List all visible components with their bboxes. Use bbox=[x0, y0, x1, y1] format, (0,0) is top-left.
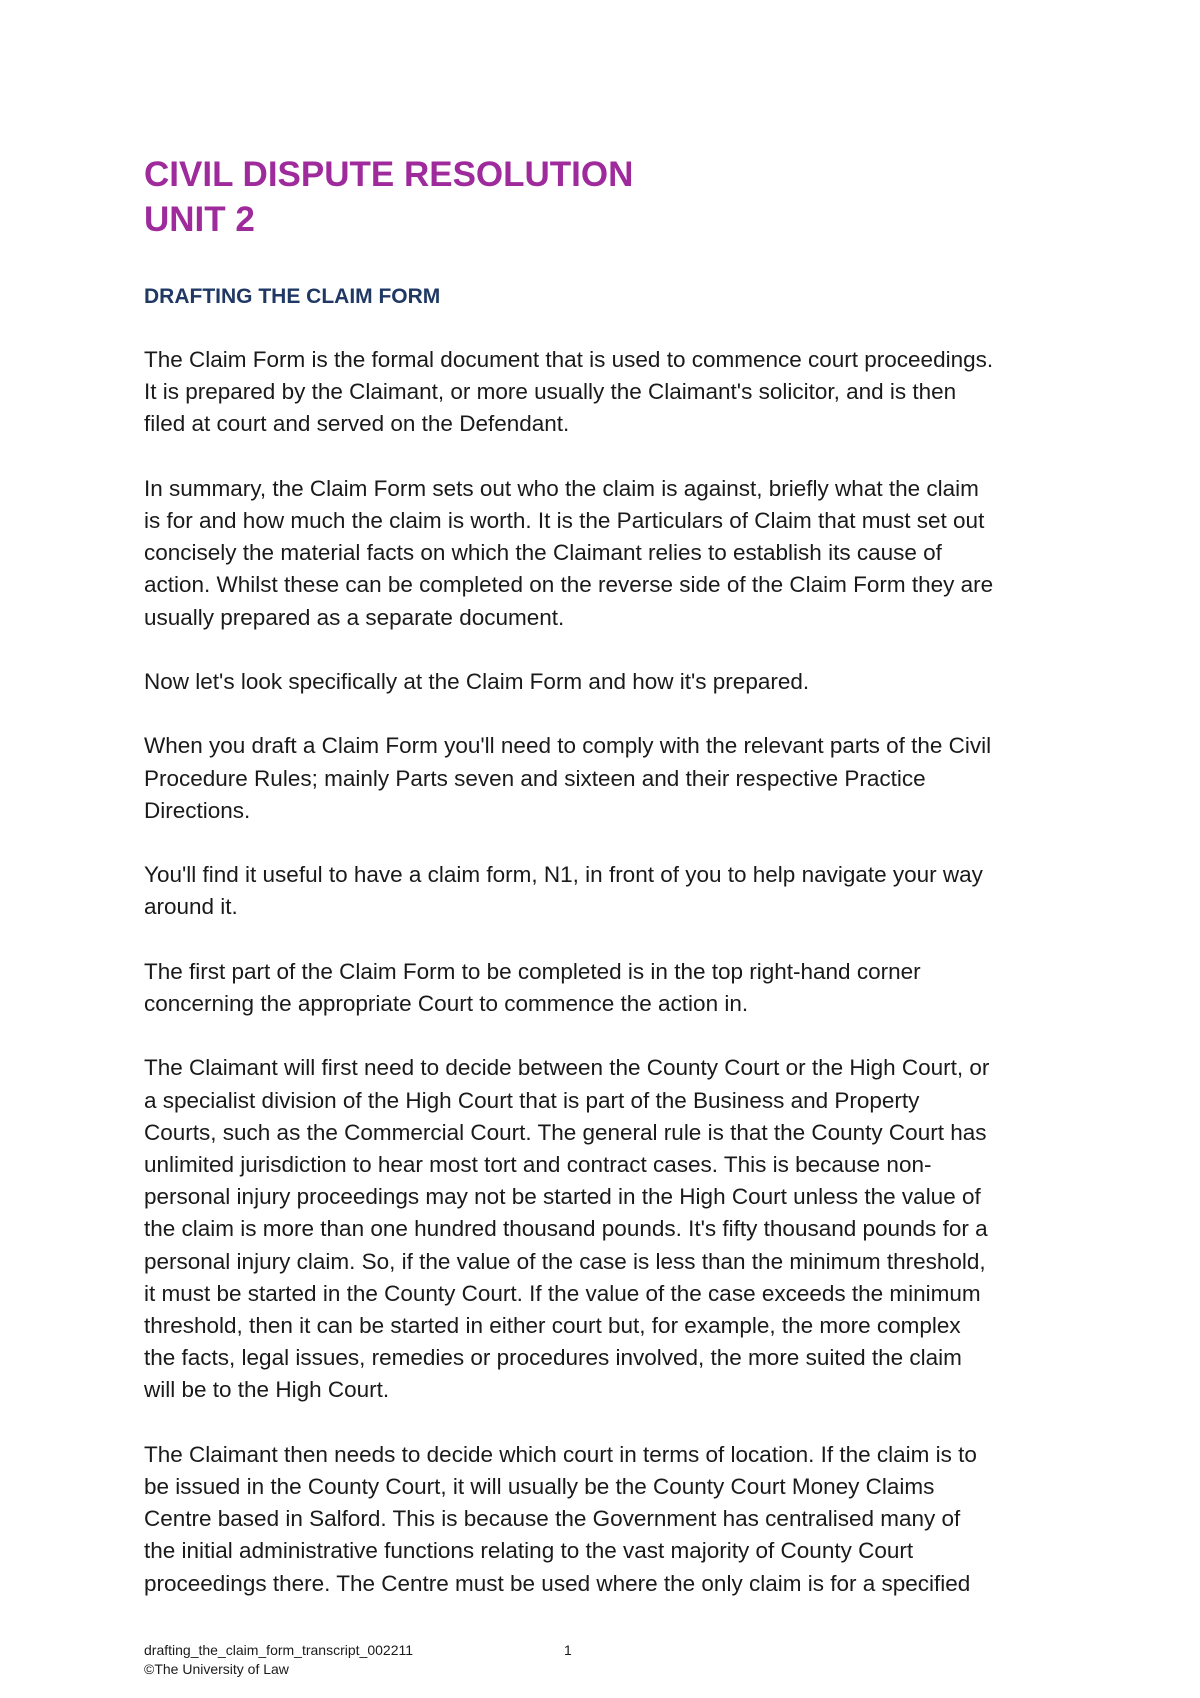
paragraph bbox=[144, 956, 1064, 1020]
paragraph-line: It is prepared by the Claimant, or more usually the Claimant's solicitor, and is then bbox=[144, 379, 957, 405]
paragraph-line: personal injury claim. So, if the value of the case is less than the minimum threshold, bbox=[144, 1248, 986, 1274]
paragraph-line: threshold, then it can be started in either court but, for example, the more complex bbox=[144, 1313, 961, 1338]
paragraph-line: action. Whilst these can be completed on the reverse side of the Claim Form they are bbox=[144, 572, 994, 598]
paragraph-line: the claim is more than one hundred thousand pounds. It's fifty thousand pounds for a bbox=[144, 1216, 988, 1242]
body-text bbox=[144, 344, 1064, 1632]
paragraph-line: The Claimant will first need to decide between the County Court or the High Court, or bbox=[144, 1055, 990, 1081]
paragraph-line: The Claim Form is the formal document that is used to commence court proceedings. bbox=[144, 347, 994, 372]
paragraph-line: Centre based in Salford. This is because the Government has centralised many of bbox=[144, 1506, 961, 1532]
paragraph bbox=[144, 344, 1064, 441]
paragraph bbox=[144, 1052, 1064, 1406]
paragraph-line: In summary, the Claim Form sets out who the claim is against, briefly what the claim bbox=[144, 475, 979, 501]
document-title bbox=[144, 152, 633, 242]
paragraph-line: usually prepared as a separate document. bbox=[144, 604, 565, 630]
paragraph-line: Courts, such as the Commercial Court. The general rule is that the County Court has bbox=[144, 1119, 987, 1145]
title-line-2: UNIT 2 bbox=[144, 200, 255, 239]
paragraph bbox=[144, 473, 1064, 634]
paragraph-line: be issued in the County Court, it will usually be the County Court Money Claims bbox=[144, 1474, 935, 1499]
paragraph bbox=[144, 666, 1064, 698]
paragraph bbox=[144, 859, 1064, 923]
paragraph-line: is for and how much the claim is worth. It is the Particulars of Claim that must set out bbox=[144, 508, 985, 533]
paragraph-line: Directions. bbox=[144, 797, 251, 823]
paragraph-line: You'll find it useful to have a claim form, N1, in front of you to help navigate your way bbox=[144, 862, 983, 888]
paragraph-line: The first part of the Claim Form to be completed is in the top right-hand corner bbox=[144, 958, 921, 984]
paragraph-line: filed at court and served on the Defendant. bbox=[144, 411, 570, 437]
paragraph-line: concisely the material facts on which the Claimant relies to establish its cause of bbox=[144, 540, 942, 566]
paragraph-line: the facts, legal issues, remedies or procedures involved, the more suited the claim bbox=[144, 1345, 962, 1371]
paragraph bbox=[144, 1439, 1064, 1600]
footer-filename: drafting_the_claim_form_transcript_002211 bbox=[144, 1642, 414, 1658]
section-heading: DRAFTING THE CLAIM FORM bbox=[144, 285, 441, 308]
title-line-1: CIVIL DISPUTE RESOLUTION bbox=[144, 155, 634, 194]
paragraph-line: The Claimant then needs to decide which court in terms of location. If the claim is to bbox=[144, 1441, 977, 1467]
paragraph bbox=[144, 730, 1064, 827]
paragraph-line: concerning the appropriate Court to commence the action in. bbox=[144, 990, 749, 1016]
footer-page-number: 1 bbox=[564, 1642, 572, 1658]
paragraph-line: unlimited jurisdiction to hear most tort and contract cases. This is because non- bbox=[144, 1151, 932, 1177]
paragraph-line: Now let's look specifically at the Claim Form and how it's prepared. bbox=[144, 669, 810, 694]
paragraph-line: the initial administrative functions relating to the vast majority of County Court bbox=[144, 1538, 914, 1564]
footer-copyright: ©The University of Law bbox=[144, 1661, 289, 1677]
page-footer bbox=[144, 1641, 572, 1679]
paragraph-line: it must be started in the County Court. If the value of the case exceeds the minimum bbox=[144, 1280, 981, 1306]
paragraph-line: a specialist division of the High Court that is part of the Business and Property bbox=[144, 1087, 920, 1113]
paragraph-line: will be to the High Court. bbox=[144, 1377, 390, 1403]
paragraph-line: Procedure Rules; mainly Parts seven and sixteen and their respective Practice bbox=[144, 765, 926, 791]
paragraph-line: proceedings there. The Centre must be used where the only claim is for a specified bbox=[144, 1570, 971, 1596]
paragraph-line: personal injury proceedings may not be started in the High Court unless the value of bbox=[144, 1184, 981, 1210]
paragraph-line: around it. bbox=[144, 894, 238, 920]
paragraph-line: When you draft a Claim Form you'll need to comply with the relevant parts of the Civil bbox=[144, 733, 992, 759]
